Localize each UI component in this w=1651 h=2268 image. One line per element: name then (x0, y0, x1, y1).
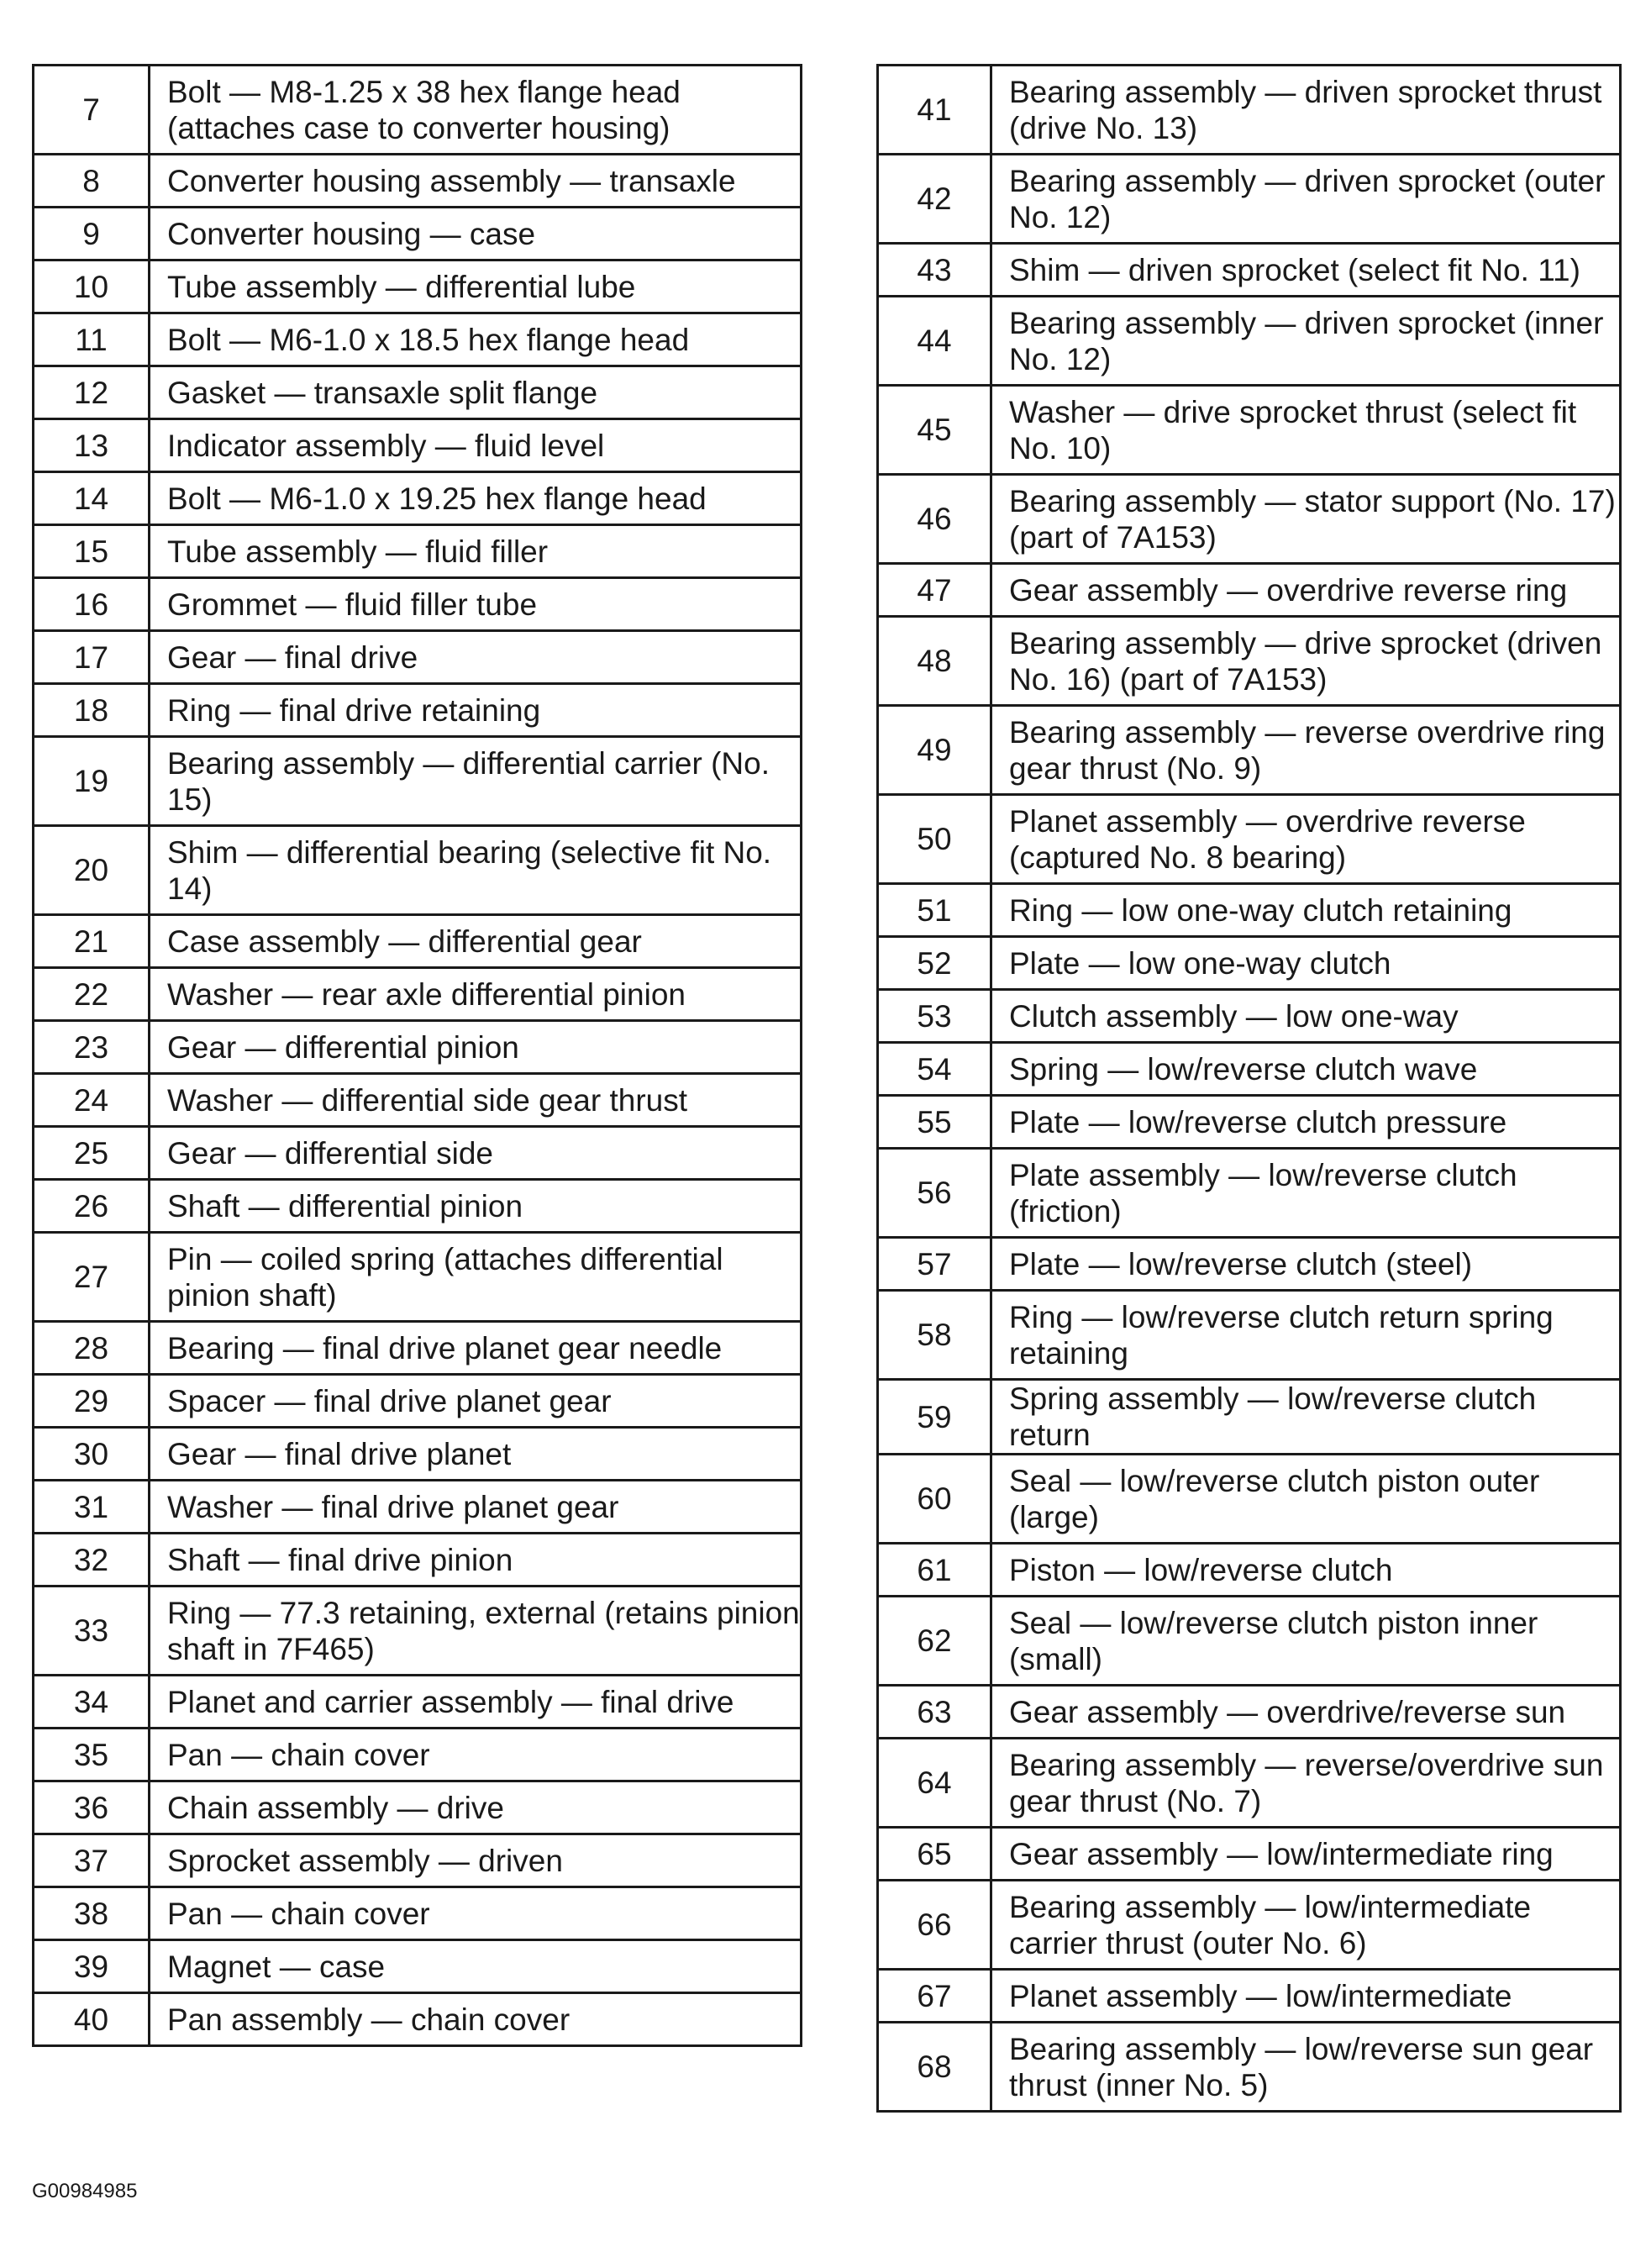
table-row (34, 1127, 802, 1180)
part-number: 19 (34, 737, 150, 826)
part-number: 16 (34, 578, 150, 631)
part-description: Washer — final drive planet gear (150, 1481, 802, 1534)
part-description: Bearing assembly — reverse overdrive ring gear thrust (No. 9) (991, 706, 1621, 795)
part-number: 68 (878, 2023, 991, 2112)
part-number: 17 (34, 631, 150, 684)
table-row (34, 1729, 802, 1781)
table-row (34, 260, 802, 313)
table-row (34, 155, 802, 208)
part-description: Plate assembly — low/reverse clutch (friction) (991, 1149, 1621, 1238)
table-row (878, 937, 1621, 990)
part-number: 61 (878, 1544, 991, 1597)
part-number: 34 (34, 1676, 150, 1729)
part-description: Plate — low/reverse clutch (steel) (991, 1238, 1621, 1291)
part-number: 9 (34, 208, 150, 260)
part-number: 46 (878, 475, 991, 564)
part-number: 44 (878, 297, 991, 386)
part-number: 67 (878, 1970, 991, 2023)
part-number: 20 (34, 826, 150, 915)
table-row (878, 155, 1621, 244)
part-description: Case assembly — differential gear (150, 915, 802, 968)
part-description: Piston — low/reverse clutch (991, 1544, 1621, 1597)
table-row (878, 1828, 1621, 1881)
part-number: 50 (878, 795, 991, 884)
part-number: 15 (34, 525, 150, 578)
table-row (878, 1544, 1621, 1597)
table-row (878, 1149, 1621, 1238)
part-description: Seal — low/reverse clutch piston inner (small) (991, 1597, 1621, 1686)
table-row (34, 313, 802, 366)
table-row (34, 1074, 802, 1127)
part-description: Seal — low/reverse clutch piston outer (large) (991, 1455, 1621, 1544)
table-row (878, 1970, 1621, 2023)
table-row (34, 1481, 802, 1534)
part-description: Bolt — M8-1.25 x 38 hex flange head (attaches case to converter housing) (150, 66, 802, 155)
part-description: Gear assembly — overdrive/reverse sun (991, 1686, 1621, 1739)
part-number: 32 (34, 1534, 150, 1587)
part-description: Washer — rear axle differential pinion (150, 968, 802, 1021)
part-number: 56 (878, 1149, 991, 1238)
table-row (878, 2023, 1621, 2112)
table-row (878, 66, 1621, 155)
part-number: 31 (34, 1481, 150, 1534)
table-row (34, 578, 802, 631)
part-number: 35 (34, 1729, 150, 1781)
table-row (34, 472, 802, 525)
part-description: Pan assembly — chain cover (150, 1993, 802, 2046)
table-row (878, 1096, 1621, 1149)
part-description: Tube assembly — fluid filler (150, 525, 802, 578)
part-description: Gear — differential pinion (150, 1021, 802, 1074)
table-row (34, 1021, 802, 1074)
part-number: 66 (878, 1881, 991, 1970)
part-number: 60 (878, 1455, 991, 1544)
part-number: 29 (34, 1375, 150, 1428)
part-description: Bearing assembly — differential carrier (No. 15) (150, 737, 802, 826)
part-number: 10 (34, 260, 150, 313)
table-row (878, 1455, 1621, 1544)
part-number: 38 (34, 1887, 150, 1940)
part-description: Gear — final drive (150, 631, 802, 684)
table-row (34, 66, 802, 155)
part-description: Pin — coiled spring (attaches differential pinion shaft) (150, 1233, 802, 1322)
table-row (878, 990, 1621, 1043)
table-row (34, 1587, 802, 1676)
table-row (878, 1686, 1621, 1739)
figure-id: G00984985 (32, 2180, 138, 2202)
part-description: Magnet — case (150, 1940, 802, 1993)
table-row (34, 1676, 802, 1729)
part-description: Chain assembly — drive (150, 1781, 802, 1834)
part-description: Pan — chain cover (150, 1729, 802, 1781)
part-number: 27 (34, 1233, 150, 1322)
part-number: 63 (878, 1686, 991, 1739)
part-number: 30 (34, 1428, 150, 1481)
part-description: Spring — low/reverse clutch wave (991, 1043, 1621, 1096)
table-row (34, 968, 802, 1021)
part-description: Shim — driven sprocket (select fit No. 11) (991, 244, 1621, 297)
part-number: 45 (878, 386, 991, 475)
table-row (878, 617, 1621, 706)
part-number: 57 (878, 1238, 991, 1291)
part-description: Clutch assembly — low one-way (991, 990, 1621, 1043)
part-description: Planet assembly — overdrive reverse (captured No. 8 bearing) (991, 795, 1621, 884)
table-row (34, 631, 802, 684)
table-row (34, 915, 802, 968)
part-description: Indicator assembly — fluid level (150, 419, 802, 472)
table-row (878, 475, 1621, 564)
part-number: 59 (878, 1380, 991, 1455)
part-number: 12 (34, 366, 150, 419)
part-description: Bearing assembly — low/reverse sun gear thrust (inner No. 5) (991, 2023, 1621, 2112)
table-row (34, 1428, 802, 1481)
table-row (878, 386, 1621, 475)
part-number: 21 (34, 915, 150, 968)
part-number: 51 (878, 884, 991, 937)
table-row (34, 208, 802, 260)
table-row (878, 884, 1621, 937)
part-number: 62 (878, 1597, 991, 1686)
part-description: Gear — differential side (150, 1127, 802, 1180)
part-number: 43 (878, 244, 991, 297)
table-row (34, 525, 802, 578)
part-description: Planet assembly — low/intermediate (991, 1970, 1621, 2023)
part-number: 54 (878, 1043, 991, 1096)
part-description: Spacer — final drive planet gear (150, 1375, 802, 1428)
part-description: Bearing assembly — driven sprocket (outer No. 12) (991, 155, 1621, 244)
part-description: Bearing assembly — driven sprocket thrust (drive No. 13) (991, 66, 1621, 155)
part-number: 39 (34, 1940, 150, 1993)
part-description: Bolt — M6-1.0 x 19.25 hex flange head (150, 472, 802, 525)
part-description: Gasket — transaxle split flange (150, 366, 802, 419)
table-row (34, 1375, 802, 1428)
part-number: 53 (878, 990, 991, 1043)
table-row (34, 737, 802, 826)
part-number: 55 (878, 1096, 991, 1149)
part-description: Bearing assembly — reverse/overdrive sun gear thrust (No. 7) (991, 1739, 1621, 1828)
part-description: Bearing — final drive planet gear needle (150, 1322, 802, 1375)
table-row (34, 366, 802, 419)
table-row (878, 297, 1621, 386)
table-row (878, 1881, 1621, 1970)
table-row (34, 1180, 802, 1233)
part-description: Sprocket assembly — driven (150, 1834, 802, 1887)
part-number: 25 (34, 1127, 150, 1180)
table-row (34, 419, 802, 472)
parts-table-left (32, 64, 802, 2047)
part-number: 23 (34, 1021, 150, 1074)
part-description: Planet and carrier assembly — final drive (150, 1676, 802, 1729)
part-description: Shaft — final drive pinion (150, 1534, 802, 1587)
part-number: 52 (878, 937, 991, 990)
part-number: 65 (878, 1828, 991, 1881)
table-row (878, 1739, 1621, 1828)
table-row (34, 1887, 802, 1940)
part-number: 48 (878, 617, 991, 706)
part-description: Bearing assembly — low/intermediate carrier thrust (outer No. 6) (991, 1881, 1621, 1970)
part-description: Gear assembly — overdrive reverse ring (991, 564, 1621, 617)
part-description: Tube assembly — differential lube (150, 260, 802, 313)
part-number: 47 (878, 564, 991, 617)
table-row (34, 1781, 802, 1834)
part-description: Bearing assembly — driven sprocket (inner No. 12) (991, 297, 1621, 386)
part-number: 18 (34, 684, 150, 737)
table-row (34, 1993, 802, 2046)
part-description: Ring — low/reverse clutch return spring retaining (991, 1291, 1621, 1380)
table-row (34, 684, 802, 737)
table-row (34, 1322, 802, 1375)
table-row (878, 244, 1621, 297)
part-number: 41 (878, 66, 991, 155)
part-number: 8 (34, 155, 150, 208)
table-row (34, 1233, 802, 1322)
part-description: Ring — final drive retaining (150, 684, 802, 737)
part-number: 36 (34, 1781, 150, 1834)
part-description: Shim — differential bearing (selective fit No. 14) (150, 826, 802, 915)
part-number: 11 (34, 313, 150, 366)
part-number: 58 (878, 1291, 991, 1380)
part-description: Washer — differential side gear thrust (150, 1074, 802, 1127)
table-row (34, 1940, 802, 1993)
part-description: Plate — low one-way clutch (991, 937, 1621, 990)
part-description: Spring assembly — low/reverse clutch return (991, 1380, 1621, 1455)
part-description: Grommet — fluid filler tube (150, 578, 802, 631)
table-row (878, 795, 1621, 884)
table-row (878, 1380, 1621, 1455)
part-description: Converter housing — case (150, 208, 802, 260)
part-number: 26 (34, 1180, 150, 1233)
table-row (878, 1043, 1621, 1096)
part-number: 14 (34, 472, 150, 525)
part-number: 33 (34, 1587, 150, 1676)
table-row (34, 826, 802, 915)
part-number: 24 (34, 1074, 150, 1127)
part-description: Converter housing assembly — transaxle (150, 155, 802, 208)
table-row (34, 1834, 802, 1887)
part-number: 40 (34, 1993, 150, 2046)
part-number: 64 (878, 1739, 991, 1828)
part-number: 22 (34, 968, 150, 1021)
part-description: Bearing assembly — drive sprocket (driven No. 16) (part of 7A153) (991, 617, 1621, 706)
part-description: Pan — chain cover (150, 1887, 802, 1940)
part-number: 28 (34, 1322, 150, 1375)
part-description: Ring — 77.3 retaining, external (retains pinion shaft in 7F465) (150, 1587, 802, 1676)
table-row (878, 1291, 1621, 1380)
parts-table-right (876, 64, 1622, 2113)
table-row (878, 564, 1621, 617)
part-description: Bolt — M6-1.0 x 18.5 hex flange head (150, 313, 802, 366)
part-description: Shaft — differential pinion (150, 1180, 802, 1233)
table-row (878, 1597, 1621, 1686)
part-number: 49 (878, 706, 991, 795)
table-row (878, 706, 1621, 795)
part-number: 13 (34, 419, 150, 472)
part-description: Plate — low/reverse clutch pressure (991, 1096, 1621, 1149)
part-description: Gear — final drive planet (150, 1428, 802, 1481)
part-number: 42 (878, 155, 991, 244)
part-description: Ring — low one-way clutch retaining (991, 884, 1621, 937)
part-number: 37 (34, 1834, 150, 1887)
table-row (34, 1534, 802, 1587)
part-description: Gear assembly — low/intermediate ring (991, 1828, 1621, 1881)
part-description: Washer — drive sprocket thrust (select fit No. 10) (991, 386, 1621, 475)
table-row (878, 1238, 1621, 1291)
part-number: 7 (34, 66, 150, 155)
part-description: Bearing assembly — stator support (No. 17) (part of 7A153) (991, 475, 1621, 564)
